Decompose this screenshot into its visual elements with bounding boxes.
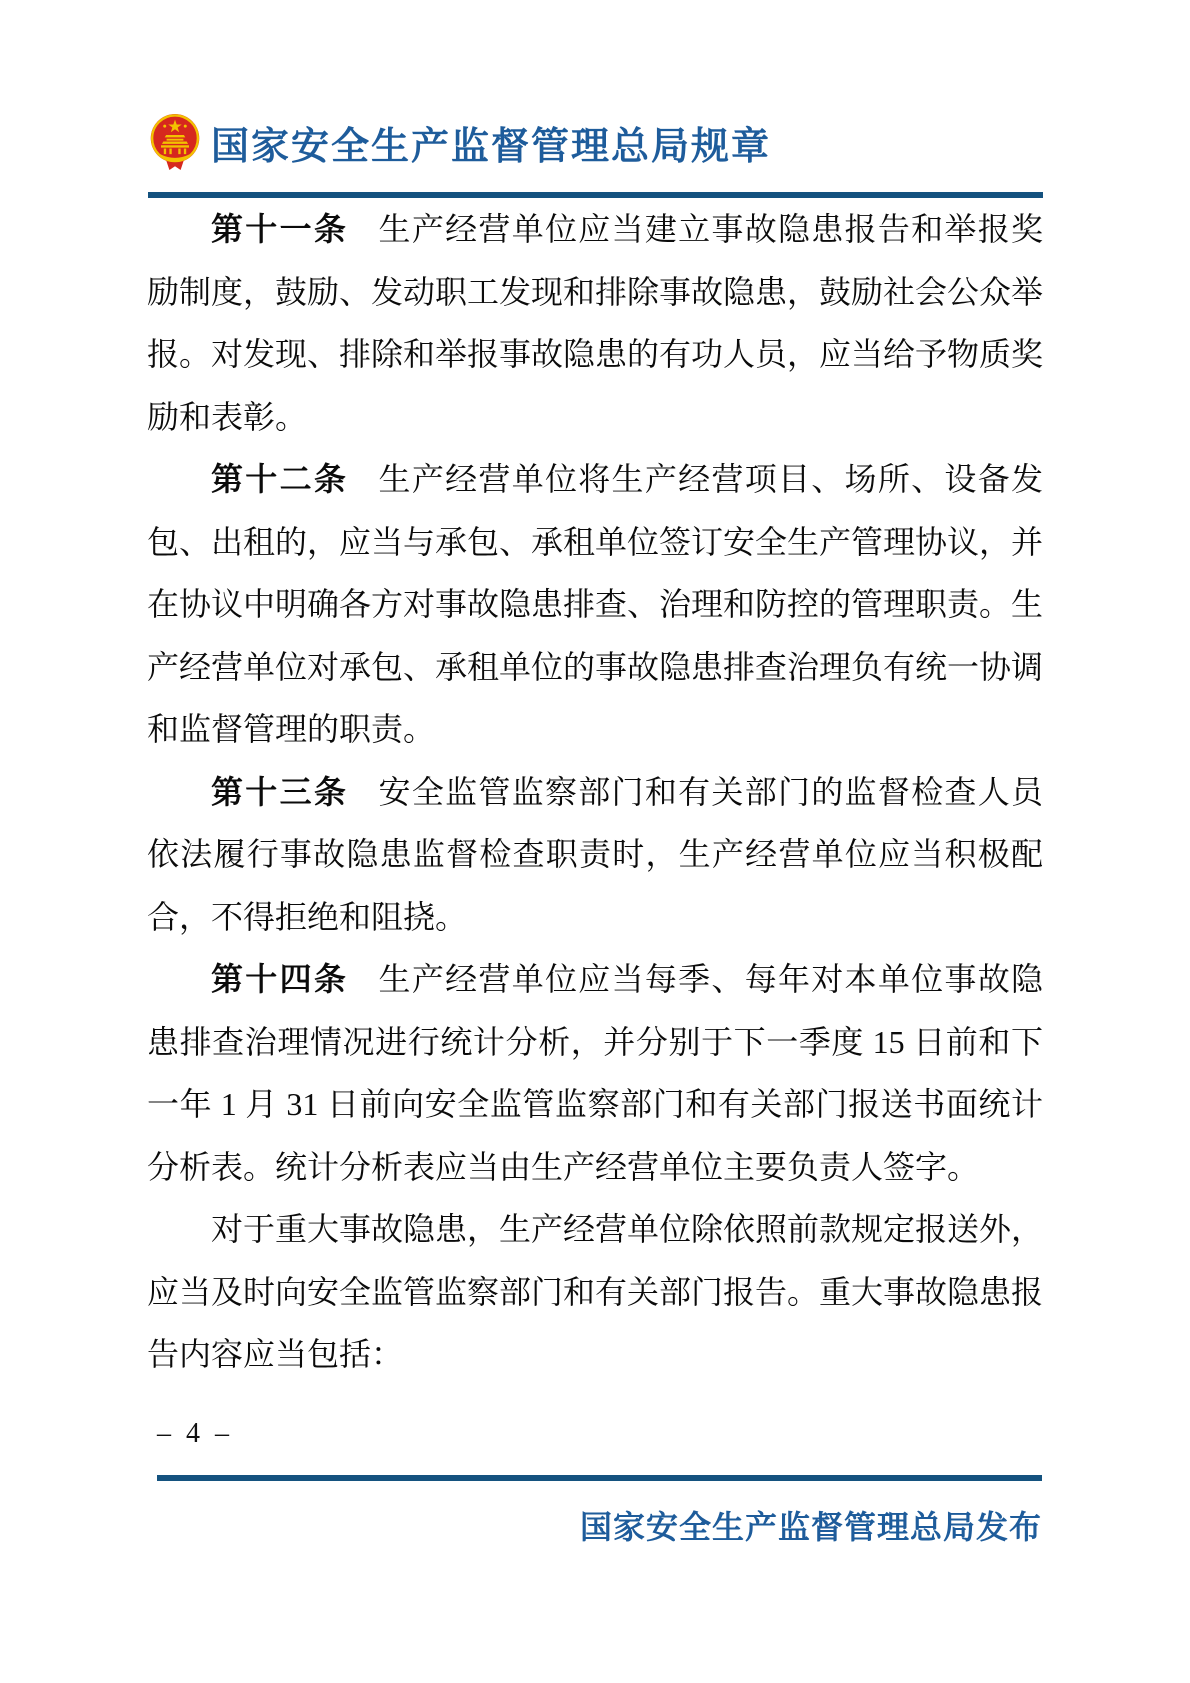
article-text: 对于重大事故隐患，生产经营单位除依照前款规定报送外，应当及时向安全监管监察部门和有关部门报告。重大事故隐患报告内容应当包括：: [147, 1211, 1044, 1372]
page-number: – 4 –: [157, 1418, 233, 1449]
article-text: 生产经营单位应当建立事故隐患报告和举报奖励制度，鼓励、发动职工发现和排除事故隐患，鼓励社会公众举报。对发现、排除和举报事故隐患的有功人员，应当给予物质奖励和表彰。: [147, 211, 1044, 435]
document-body: [147, 198, 1043, 1386]
footer-divider: [157, 1475, 1042, 1481]
page-footer: [580, 1502, 1042, 1548]
article-paragraph-13: [147, 761, 1043, 949]
article-number: 第十一条: [211, 211, 349, 247]
article-number: 第十二条: [211, 461, 349, 497]
article-paragraph-11: [147, 198, 1043, 448]
article-paragraph-14: [147, 948, 1043, 1198]
article-number: 第十四条: [211, 961, 349, 997]
publisher-label: 国家安全生产监督管理总局发布: [579, 1509, 1042, 1545]
article-number: 第十三条: [211, 773, 349, 810]
header-title: 国家安全生产监督管理总局规章: [211, 125, 772, 168]
article-text: 生产经营单位将生产经营项目、场所、设备发包、出租的，应当与承包、承租单位签订安全生产管理协议，并在协议中明确各方对事故隐患排查、治理和防控的管理职责。生产经营单位对承包、承租单位的事故隐患排查治理负有统一协调和监督管理的职责。: [147, 461, 1044, 747]
article-text: 安全监管监察部门和有关部门的监督检查人员依法履行事故隐患监督检查职责时，生产经营单位应当积极配合，不得拒绝和阻挠。: [147, 773, 1043, 935]
article-paragraph-12: [147, 448, 1043, 761]
page-header: [147, 112, 771, 172]
article-paragraph-14-2: [147, 1198, 1043, 1386]
article-text: 生产经营单位应当每季、每年对本单位事故隐患排查治理情况进行统计分析，并分别于下一季度 15 日前和下一年 1 月 31 日前向安全监管监察部门和有关部门报送书面统计分析表。统计分析表应当由生产经营单位主要负责人签字。: [147, 961, 1043, 1185]
national-emblem-icon: [147, 112, 203, 172]
